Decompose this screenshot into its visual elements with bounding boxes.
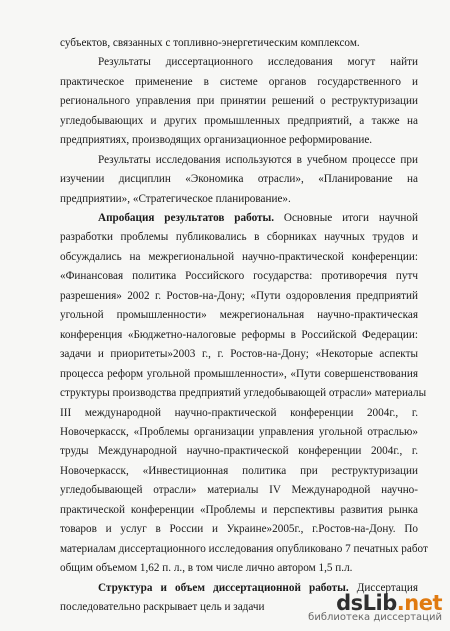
text-line: угледобывающей отрасли» материалы IV Международной научно- [60, 484, 418, 497]
text-line: субъектов, связанных с топливно-энергетическим комплексом. [60, 37, 360, 49]
text-line: практической конференции «Проблемы и перспективы развития рынка [60, 503, 418, 516]
text-line: процесса реформ угольной промышленности», «Пути совершенствования [60, 367, 418, 380]
text-line: труды Международной научно-практической конференции 2004г., г. [60, 445, 418, 458]
text-line: общим объемом 1,62 п. л., в том числе лично автором 1,5 п.л. [60, 562, 353, 575]
text-line: Результаты исследования используются в учебном процессе при [98, 153, 418, 166]
text-line: Структура и объем диссертационной работы. Диссертация [98, 581, 418, 594]
text-line: практическое применение в системе органов государственного и [60, 75, 418, 88]
text-line: предприятиях, производящих организационное реформирование. [60, 134, 373, 147]
watermark-caption: библиотека диссертаций [308, 612, 442, 623]
text-line: изучении дисциплин «Экономика отрасли», «Планирование на [60, 173, 418, 186]
text-line: «Финансовая политика Российского государства: противоречия путч [60, 270, 418, 283]
text-line: материалам диссертационного исследования опубликовано 7 печатных работ [60, 542, 428, 555]
text-line: задачи и приоритеты»2003 г., г. Ростов-на-Дону; «Некоторые аспекты [60, 348, 418, 361]
text-line: предприятии», «Стратегическое планирование». [60, 192, 291, 205]
text-line: Новочеркасск, «Проблемы организации управления угольной отраслью» [60, 425, 418, 438]
text-line: Результаты диссертационного исследования могут найти [98, 56, 418, 69]
text-line: регионального управления при принятии решений о реструктуризации [60, 95, 418, 108]
text-line: структуры производства предприятий угледобывающей отрасли» материалы [60, 387, 427, 400]
dslib-logo: dsLib.net [336, 591, 442, 615]
text-line: последовательно раскрывает цель и задачи [60, 601, 265, 613]
text-line: разрешения» 2002 г. Ростов-на-Дону; «Пути оздоровления предприятий [60, 289, 418, 302]
text-line: разработки проблемы публиковались в сборниках научных трудов и [60, 231, 418, 244]
section-heading: Апробация результатов работы. [98, 212, 275, 225]
text-line: обсуждались на межрегиональной научно-практической конференции: [60, 250, 418, 263]
text-line: угледобывающих и других промышленных предприятий, а также на [60, 114, 418, 127]
dslib-watermark [292, 591, 442, 625]
text-line: угольной промышленности» межрегиональная научно-практическая [60, 309, 418, 322]
section-heading: Структура и объем диссертационной работы. [98, 581, 349, 594]
text-line: Апробация результатов работы. Основные итоги научной [98, 212, 418, 225]
text-line: Новочеркасск, «Инвестиционная политика при реструктуризации [60, 464, 418, 477]
text-line: товаров и услуг в России и Украине»2005г., г.Ростов-на-Дону. По [60, 523, 418, 536]
text-line: конференция «Бюджетно-налоговые реформы в Российской Федерации: [60, 328, 418, 341]
text-line: III международной научно-практической конференции 2004г., г. [60, 406, 418, 419]
